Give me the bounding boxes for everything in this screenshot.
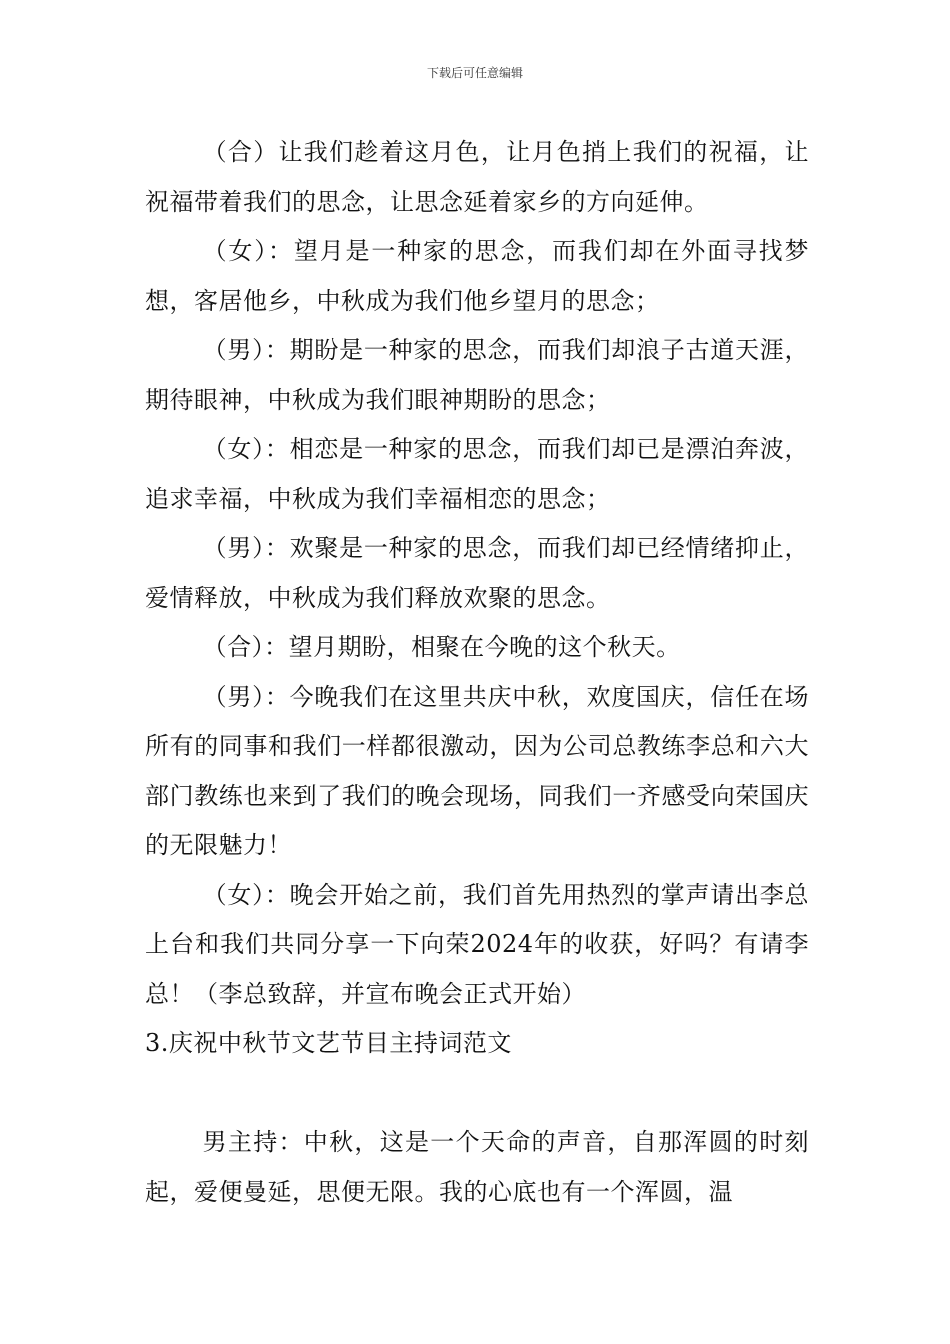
page-header: 下载后可任意编辑 bbox=[426, 66, 523, 80]
paragraph: （男）：欢聚是一种家的思念，而我们却已经情绪抑止，爱情释放，中秋成为我们释放欢聚的思念。 bbox=[145, 534, 809, 612]
paragraph: （合）让我们趁着这月色，让月色捎上我们的祝福，让祝福带着我们的思念，让思念延着家乡的方向延伸。 bbox=[145, 138, 809, 216]
paragraph: （男）：期盼是一种家的思念，而我们却浪子古道天涯，期待眼神，中秋成为我们眼神期盼的思念； bbox=[145, 336, 809, 414]
paragraph: （合）：望月期盼，相聚在今晚的这个秋天。 bbox=[202, 633, 681, 661]
paragraph: （女）：望月是一种家的思念，而我们却在外面寻找梦想，客居他乡，中秋成为我们他乡望月的思念； bbox=[145, 237, 809, 315]
section-heading: 3.庆祝中秋节文艺节目主持词范文 bbox=[145, 1029, 512, 1057]
paragraph: （女）：相恋是一种家的思念，而我们却已是漂泊奔波，追求幸福，中秋成为我们幸福相恋的思念； bbox=[145, 435, 809, 513]
paragraph: （男）：今晚我们在这里共庆中秋，欢度国庆，信任在场所有的同事和我们一样都很激动，因为公司总教练李总和六大部门教练也来到了我们的晚会现场，同我们一齐感受向荣国庆的无限魅力！ bbox=[145, 682, 809, 859]
paragraph: （女）：晚会开始之前，我们首先用热烈的掌声请出李总上台和我们共同分享一下向荣2024年的收获，好吗？有请李总！（李总致辞，并宣布晚会正式开始） bbox=[145, 880, 809, 1008]
blank-line bbox=[145, 1069, 809, 1119]
paragraph: 男主持：中秋，这是一个天命的声音，自那浑圆的时刻起，爱便曼延，思便无限。我的心底也有一个浑圆，温 bbox=[145, 1128, 809, 1206]
document-body bbox=[145, 128, 809, 1217]
